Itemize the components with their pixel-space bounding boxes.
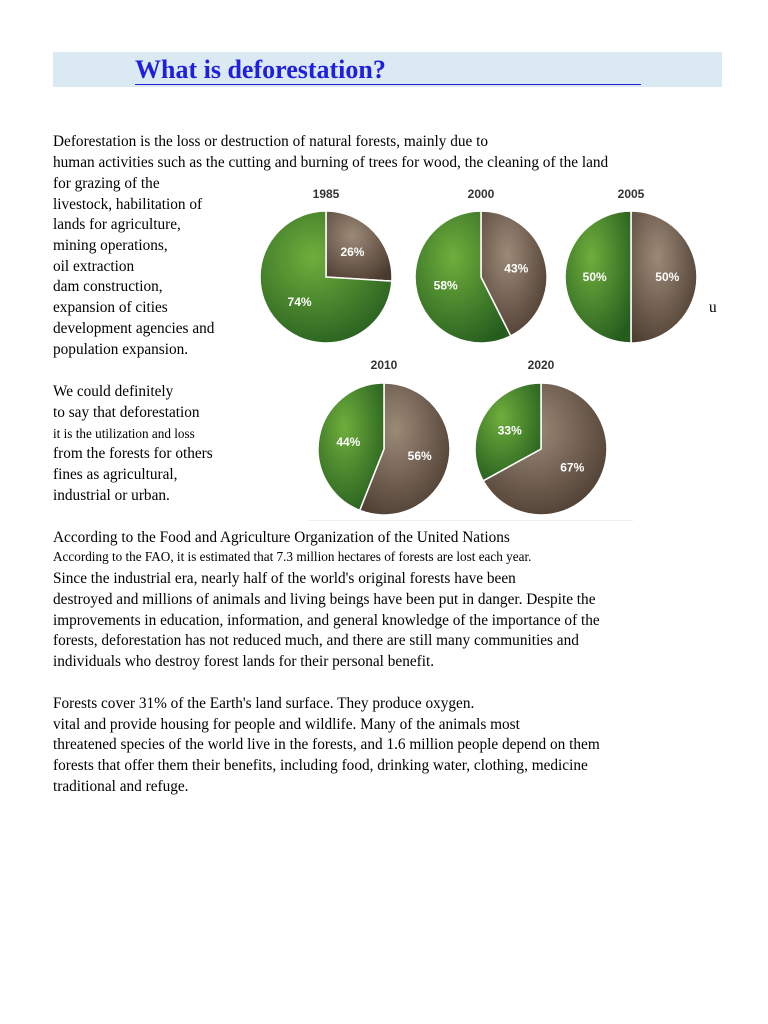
- industrial-line: forests, deforestation has not reduced much, and there are still many communities and: [53, 632, 579, 649]
- fao-line: According to the FAO, it is estimated that 7.3 million hectares of forests are lost each year.: [53, 549, 532, 564]
- pie-title: 2010: [370, 358, 398, 372]
- pie-chart: [259, 210, 393, 344]
- pie-title: 2005: [617, 187, 645, 201]
- causes-line: for grazing of the: [53, 175, 160, 192]
- pie-label-deforested: 26%: [340, 245, 365, 260]
- industrial-line: individuals who destroy forest lands for their personal benefit.: [53, 653, 435, 670]
- causes-line: population expansion.: [53, 341, 189, 358]
- definition-line: industrial or urban.: [53, 487, 170, 504]
- forests-line: vital and provide housing for people and wildlife. Many of the animals most: [53, 716, 520, 733]
- pie-label-forest: 44%: [336, 435, 361, 450]
- fao-line: According to the Food and Agriculture Organization of the United Nations: [53, 529, 510, 546]
- pie-chart: [564, 210, 698, 344]
- forests-line: Forests cover 31% of the Earth's land surface. They produce oxygen.: [53, 695, 475, 712]
- pie-chart: [474, 382, 608, 516]
- pie-label-deforested: 50%: [655, 270, 680, 284]
- pie-chart: [317, 382, 451, 516]
- causes-line: livestock, habilitation of: [53, 196, 203, 213]
- pie-title: 2020: [527, 358, 555, 372]
- divider: [308, 520, 633, 521]
- causes-line: lands for agriculture,: [53, 216, 181, 233]
- definition-line: We could definitely: [53, 383, 174, 400]
- pie-label-deforested: 67%: [560, 460, 585, 475]
- pie-label-forest: 74%: [287, 294, 312, 309]
- pie-label-forest: 50%: [582, 270, 607, 284]
- page-title: What is deforestation?: [135, 55, 641, 85]
- causes-line: development agencies and: [53, 320, 215, 337]
- pie-label-deforested: 56%: [407, 448, 432, 463]
- stray-char: u: [709, 299, 717, 316]
- industrial-line: Since the industrial era, nearly half of the world's original forests have been: [53, 570, 516, 587]
- intro-line: Deforestation is the loss or destruction of natural forests, mainly due to: [53, 133, 489, 150]
- definition-line: fines as agricultural,: [53, 466, 178, 483]
- definition-line: it is the utilization and loss: [53, 426, 195, 441]
- industrial-line: destroyed and millions of animals and living beings have been put in danger. Despite the: [53, 591, 596, 608]
- pie-label-forest: 33%: [497, 423, 522, 438]
- forests-line: threatened species of the world live in the forests, and 1.6 million people depend on them: [53, 736, 600, 753]
- causes-line: mining operations,: [53, 237, 168, 254]
- industrial-line: improvements in education, information, and general knowledge of the importance of the: [53, 612, 600, 629]
- forests-line: traditional and refuge.: [53, 778, 189, 795]
- intro-line: human activities such as the cutting and burning of trees for wood, the cleaning of the land: [53, 154, 609, 171]
- forests-line: forests that offer them their benefits, including food, drinking water, clothing, medicine: [53, 757, 588, 774]
- definition-line: to say that deforestation: [53, 404, 200, 421]
- causes-line: expansion of cities: [53, 299, 168, 316]
- causes-line: dam construction,: [53, 278, 163, 295]
- definition-line: from the forests for others: [53, 445, 213, 462]
- causes-line: oil extraction: [53, 258, 135, 275]
- pie-label-deforested: 43%: [504, 261, 529, 276]
- pie-title: 1985: [312, 187, 340, 201]
- pie-chart: [414, 210, 548, 344]
- pie-label-forest: 58%: [433, 278, 458, 293]
- pie-title: 2000: [467, 187, 495, 201]
